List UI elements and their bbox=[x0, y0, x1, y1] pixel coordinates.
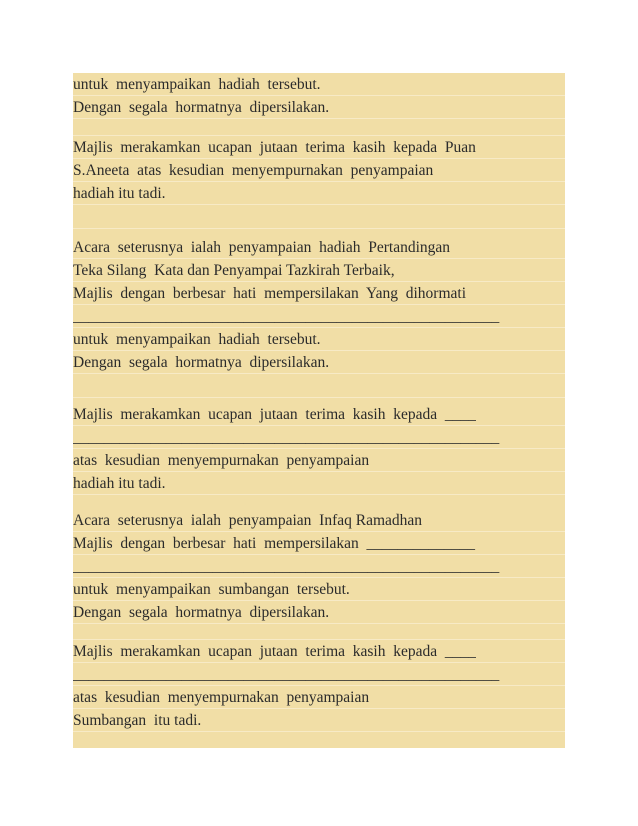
blank-line bbox=[73, 374, 565, 398]
text-line: atas kesudian menyempurnakan penyampaian bbox=[73, 449, 565, 472]
text-line: Majlis dengan berbesar hati mempersilakan Yang dihormati bbox=[73, 282, 565, 305]
blank-fill-line: _______________________________________________________ bbox=[73, 305, 565, 328]
blank-line bbox=[73, 119, 565, 136]
text-line: atas kesudian menyempurnakan penyampaian bbox=[73, 686, 565, 709]
blank-fill-line: _______________________________________________________ bbox=[73, 555, 565, 578]
blank-fill-line: _______________________________________________________ bbox=[73, 426, 565, 449]
text-line: Majlis dengan berbesar hati mempersilakan ______________ bbox=[73, 532, 565, 555]
text-line: untuk menyampaikan hadiah tersebut. bbox=[73, 73, 565, 96]
text-line: Majlis merakamkan ucapan jutaan terima kasih kepada Puan bbox=[73, 136, 565, 159]
text-line: Teka Silang Kata dan Penyampai Tazkirah Terbaik, bbox=[73, 259, 565, 282]
text-line: Sumbangan itu tadi. bbox=[73, 709, 565, 732]
text-line: hadiah itu tadi. bbox=[73, 472, 565, 495]
text-line: Acara seterusnya ialah penyampaian Infaq Ramadhan bbox=[73, 509, 565, 532]
text-line: Acara seterusnya ialah penyampaian hadiah Pertandingan bbox=[73, 236, 565, 259]
text-line: Dengan segala hormatnya dipersilakan. bbox=[73, 601, 565, 624]
blank-fill-line: _______________________________________________________ bbox=[73, 663, 565, 686]
text-line: Dengan segala hormatnya dipersilakan. bbox=[73, 351, 565, 374]
document-text-block bbox=[73, 73, 565, 748]
blank-line bbox=[73, 624, 565, 640]
text-line: untuk menyampaikan hadiah tersebut. bbox=[73, 328, 565, 351]
text-line: untuk menyampaikan sumbangan tersebut. bbox=[73, 578, 565, 601]
text-line: hadiah itu tadi. bbox=[73, 182, 565, 205]
blank-line bbox=[73, 205, 565, 229]
text-line: Majlis merakamkan ucapan jutaan terima kasih kepada ____ bbox=[73, 403, 565, 426]
text-line: Majlis merakamkan ucapan jutaan terima kasih kepada ____ bbox=[73, 640, 565, 663]
text-line: S.Aneeta atas kesudian menyempurnakan penyampaian bbox=[73, 159, 565, 182]
text-line: Dengan segala hormatnya dipersilakan. bbox=[73, 96, 565, 119]
